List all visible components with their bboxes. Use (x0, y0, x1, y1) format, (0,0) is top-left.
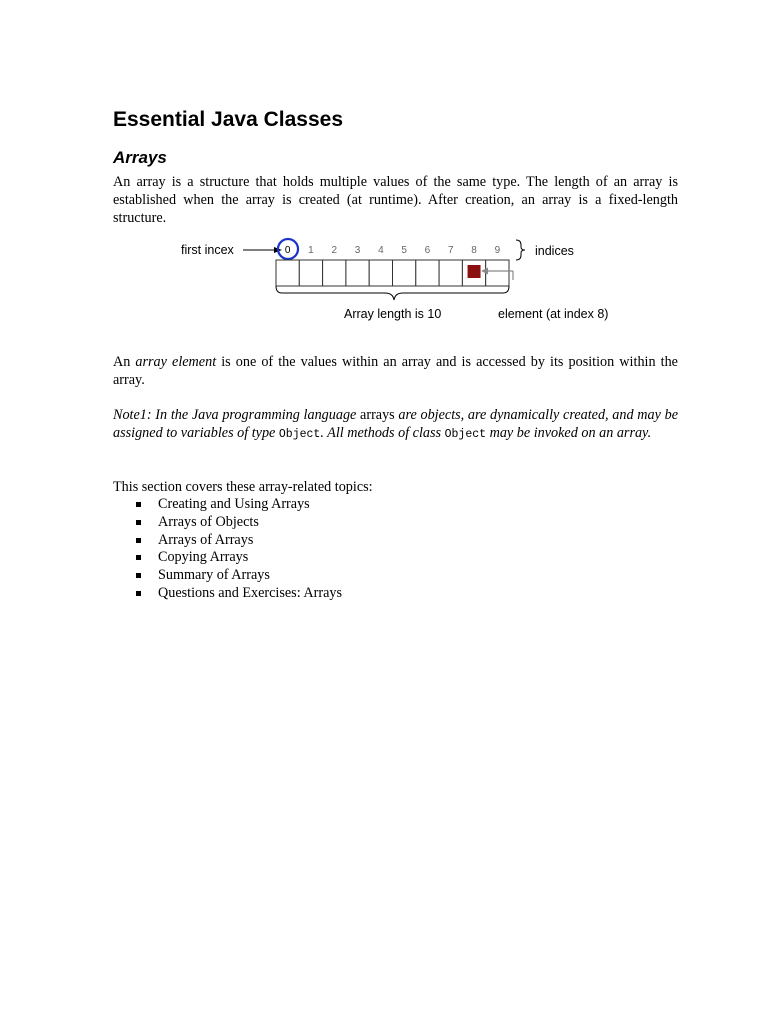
note-part-2: arrays (360, 407, 395, 423)
topic-label: Creating and Using Arrays (158, 496, 310, 512)
array-cell (276, 260, 299, 286)
topic-label: Arrays of Objects (158, 513, 259, 530)
array-diagram (170, 234, 610, 326)
array-cell (346, 260, 369, 286)
element-paragraph-prefix: An (113, 354, 136, 370)
topic-label: Copying Arrays (158, 549, 249, 566)
array-cell (369, 260, 392, 286)
index-label: 7 (447, 245, 454, 256)
indices-brace (516, 240, 525, 260)
index-label: 5 (401, 245, 407, 256)
bullet-icon (136, 573, 141, 578)
index-labels (285, 245, 501, 256)
note-part-5: may be invoked on an array. (486, 425, 652, 441)
array-cell (393, 260, 416, 286)
index-label: 1 (308, 245, 314, 256)
topic-label: Arrays of Arrays (158, 531, 254, 548)
bullet-icon (136, 502, 141, 507)
note-part-4: . All methods of class (320, 425, 445, 441)
indices-label: indices (535, 244, 574, 258)
index-label: 3 (354, 245, 361, 256)
bullet-icon (136, 538, 141, 543)
list-item (113, 514, 342, 532)
topic-label: Summary of Arrays (158, 567, 270, 584)
first-index-label: first incex (181, 243, 234, 257)
list-item (113, 549, 342, 567)
section-heading: Arrays (113, 148, 167, 167)
intro-paragraph: An array is a structure that holds multiple values of the same type. The length of an array is established when the array is created (at runtime). After creation, an array is a fixed-length structure. (113, 174, 678, 226)
page-title: Essential Java Classes (113, 108, 343, 131)
note-part-3: are objects, are dynamically created, and may be assigned to variables of type (113, 407, 679, 441)
array-element-paragraph (113, 353, 678, 389)
index-label: 9 (494, 245, 501, 256)
list-item (113, 567, 342, 585)
length-brace (276, 286, 509, 300)
array-cell (439, 260, 462, 286)
index-label: 0 (284, 245, 291, 256)
array-element-square (468, 265, 481, 278)
note-part-1: Note1: In the Java programming language (113, 407, 361, 423)
topic-label: Questions and Exercises: Arrays (158, 584, 343, 601)
array-cell (416, 260, 439, 286)
bullet-icon (136, 591, 141, 596)
note-code-object-1: Object (278, 428, 321, 441)
array-element-term: array element (135, 354, 217, 370)
list-item (113, 585, 342, 603)
index-label: 2 (331, 245, 338, 256)
index-label: 8 (471, 245, 477, 256)
element-paragraph-suffix: is one of the values within an array and is accessed by its position within the array. (113, 354, 678, 388)
array-length-label: Array length is 10 (344, 307, 442, 321)
topics-intro: This section covers these array-related topics: (113, 479, 373, 495)
element-index-label: element (at index 8) (498, 307, 609, 321)
topics-list (113, 496, 342, 603)
array-cell (299, 260, 322, 286)
array-cell (323, 260, 346, 286)
bullet-icon (136, 520, 141, 525)
list-item (113, 532, 342, 550)
bullet-icon (136, 555, 141, 560)
list-item (113, 496, 342, 514)
note-paragraph (113, 406, 678, 444)
index-label: 6 (424, 245, 431, 256)
array-cell (486, 260, 509, 286)
note-code-object-2: Object (444, 428, 487, 441)
index-label: 4 (378, 245, 384, 256)
